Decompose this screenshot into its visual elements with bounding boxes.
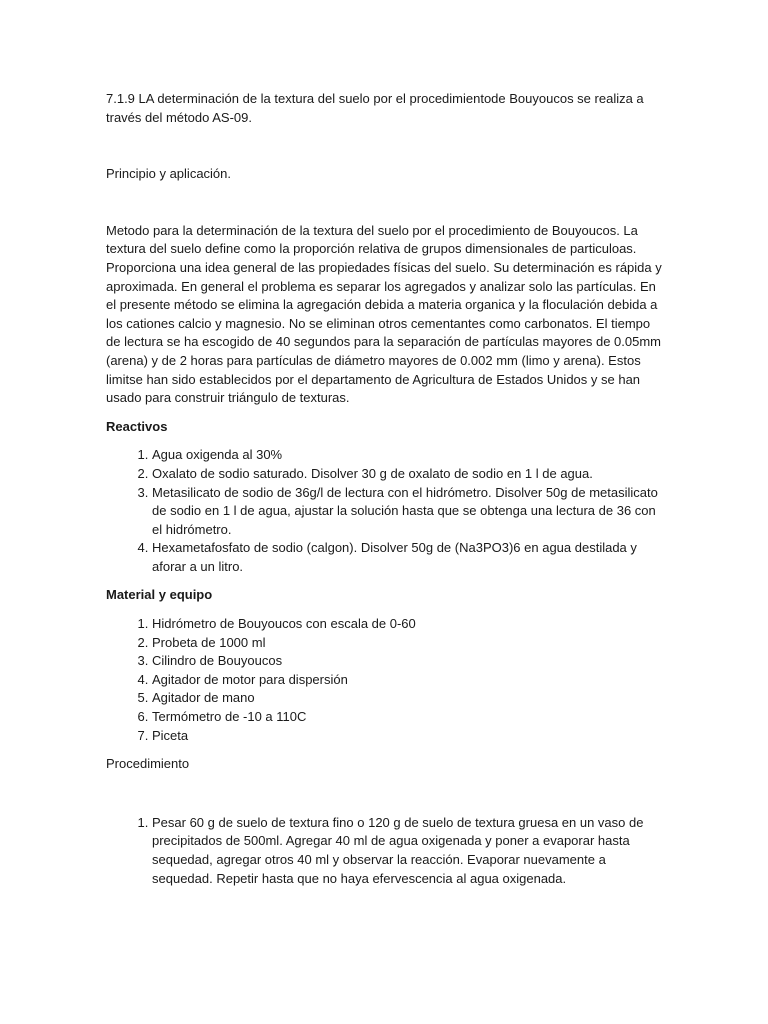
section-heading: 7.1.9 LA determinación de la textura del suelo por el procedimientode Bouyoucos se realiza a través del método AS-09.	[106, 91, 644, 125]
material-list	[106, 615, 662, 745]
material-title: Material y equipo	[106, 587, 213, 603]
list-item: 4. Agitador de motor para dispersión	[152, 671, 662, 690]
list-item: 2. Oxalato de sodio saturado. Disolver 30 g de oxalato de sodio en 1 l de agua.	[152, 465, 662, 484]
list-item: 4. Hexametafosfato de sodio (calgon). Disolver 50g de (Na3PO3)6 en agua destilada y aforar a un litro.	[152, 539, 662, 576]
reactivos-list	[106, 446, 662, 576]
procedimiento-list	[106, 814, 662, 888]
list-item: 1. Pesar 60 g de suelo de textura fino o 120 g de suelo de textura gruesa en un vaso de precipitados de 500ml. Agregar 40 ml de agua oxigenada y poner a evaporar hasta sequedad, agregar otros 40 ml y observar la reacción. Evaporar nuevamente a sequedad. Repetir hasta que no haya efervescencia al agua oxigenada.	[152, 814, 662, 888]
list-item: 1. Agua oxigenda al 30%	[152, 446, 662, 465]
list-item: 3. Cilindro de Bouyoucos	[152, 652, 662, 671]
principio-title: Principio y aplicación.	[106, 166, 232, 182]
list-item: 6. Termómetro de -10 a 110C	[152, 708, 662, 727]
list-item: 2. Probeta de 1000 ml	[152, 634, 662, 653]
procedimiento-title: Procedimiento	[106, 756, 190, 772]
reactivos-title: Reactivos	[106, 418, 168, 434]
list-item: 1. Hidrómetro de Bouyoucos con escala de 0-60	[152, 615, 662, 634]
list-item: 5. Agitador de mano	[152, 689, 662, 708]
list-item: 7. Piceta	[152, 727, 662, 746]
intro-paragraph: Metodo para la determinación de la textura del suelo por el procedimiento de Bouyoucos. La textura del suelo define como la proporción relativa de grupos dimensionales de particuloas. Proporciona una idea general de las propiedades físicas del suelo. Su determinación es rápida y aproximada. En general el problema es separar los agregados y analizar solo las partículas. En el presente método se elimina la agregación debida a materia organica y la floculación debida a los cationes calcio y magnesio. No se eliminan otros cementantes como carbonatos. El tiempo de lectura se ha escogido de 40 segundos para la separación de partículas mayores de 0.05mm (arena) y de 2 horas para partículas de diámetro mayores de 0.002 mm (limo y arena). Estos limitse han sido establecidos por el departamento de Agricultura de Estados Unidos y se han usado para construir triángulo de texturas.	[106, 222, 662, 406]
list-item: 3. Metasilicato de sodio de 36g/l de lectura con el hidrómetro. Disolver 50g de metasilicato de sodio en 1 l de agua, ajustar la solución hasta que se obtenga una lectura de 36 con el hidrómetro.	[152, 484, 662, 540]
